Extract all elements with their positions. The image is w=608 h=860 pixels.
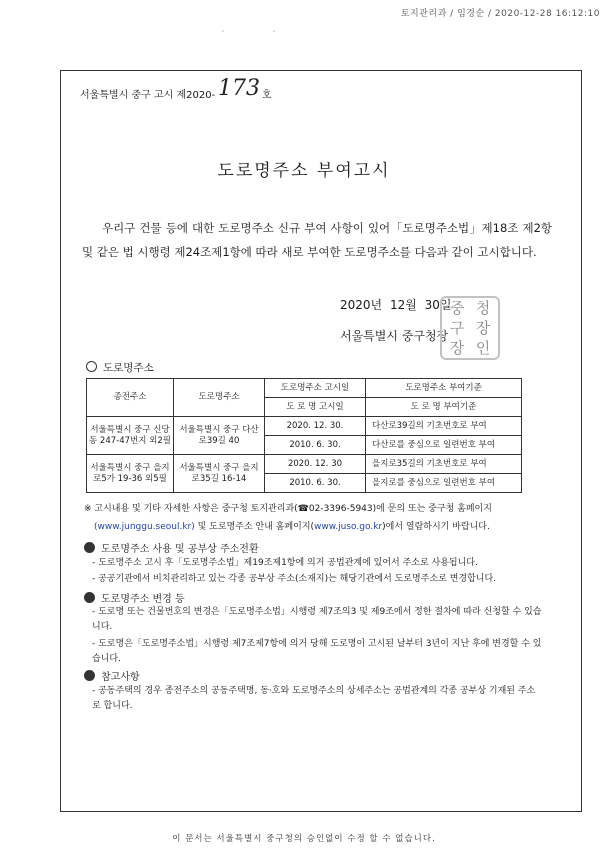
road-address-table xyxy=(86,378,522,493)
header-notice-date: 도로명주소 고시일 xyxy=(265,379,366,398)
filled-circle-bullet-icon xyxy=(84,670,95,681)
list-item: - 공동주택의 경우 종전주소의 공동주택명, 동·호와 도로명주소의 상세주소는 공법관계의 각종 공부상 기재된 주소로 합니다. xyxy=(92,686,536,711)
official-seal: 중 청 구 장 장 인 xyxy=(440,296,500,360)
list-item: - 도로명주소 고시 후「도로명주소법」제19조제1항에 의거 공법관계에 있어서 주소로 사용됩니다. xyxy=(92,558,478,568)
list-item: - 도로명 또는 건물번호의 변경은「도로명주소법」시행령 제7조의3 및 제9조에서 정한 절차에 따라 신청할 수 있습니다. xyxy=(92,607,542,632)
cell-basis: 다산로를 중심으로 일련번호 부여 xyxy=(366,436,522,455)
junggu-homepage-link[interactable]: (www.junggu.seoul.kr) xyxy=(94,522,195,532)
list-item: - 공공기관에서 비치관리하고 있는 각종 공부상 주소(소재지)는 해당기관에서 도로명주소로 변경합니다. xyxy=(92,574,497,584)
cell-old-address: 서울특별시 중구 신당동 247-47번지 외2필 xyxy=(87,417,174,455)
cell-basis: 을지로35길의 기초번호로 부여 xyxy=(366,455,522,474)
section-road-address: 도로명주소 xyxy=(86,360,154,375)
section-address-usage: 도로명주소 사용 및 공부상 주소전환 xyxy=(84,540,259,555)
cell-date: 2020. 12. 30 xyxy=(265,455,366,474)
inquiry-note: ※ 고시내용 및 기타 자세한 사항은 중구청 토지관리과(☎02-3396-5943)에 문의 또는 중구청 홈페이지 (www.junggu.seoul.kr) 및 도로명주소 안내 홈페이지(www.juso.go.kr)에서 열람하시기 바랍니다. xyxy=(84,504,492,532)
cell-date: 2010. 6. 30. xyxy=(265,474,366,493)
notice-date: 2020년 12월 30일 xyxy=(340,298,452,312)
header-old-address: 종전주소 xyxy=(87,379,174,417)
cell-date: 2020. 12. 30. xyxy=(265,417,366,436)
circle-bullet-icon xyxy=(86,361,97,372)
table-row xyxy=(87,417,522,436)
subheader-date: 도 로 명 고시일 xyxy=(265,398,366,417)
filled-circle-bullet-icon xyxy=(84,592,95,603)
intro-paragraph: 우리구 건물 등에 대한 도로명주소 신규 부여 사항이 있어「도로명주소법」제18조 제2항 및 같은 법 시행령 제24조제1항에 따라 새로 부여한 도로명주소를 다음과 같이 고시합니다. xyxy=(82,221,552,259)
subheader-basis: 도 로 명 부여기준 xyxy=(366,398,522,417)
notice-number-prefix: 서울특별시 중구 고시 제2020- xyxy=(80,90,216,101)
document-timestamp: 토지관리과 / 임경순 / 2020-12-28 16:12:10 xyxy=(400,9,600,19)
cell-basis: 다산로39길의 기초번호로 부여 xyxy=(366,417,522,436)
list-item: - 도로명은「도로명주소법」시행령 제7조제7항에 의거 당해 도로명이 고시된 날부터 3년이 지난 후에 변경할 수 있습니다. xyxy=(92,639,542,664)
section-address-change: 도로명주소 변경 등 xyxy=(84,590,185,605)
document-title: 도로명주소 부여고시 xyxy=(217,161,391,181)
notice-number-suffix: 호 xyxy=(262,90,272,101)
table-row xyxy=(87,455,522,474)
signer: 서울특별시 중구청장 xyxy=(340,329,449,343)
juso-homepage-link[interactable]: www.juso.go.kr xyxy=(314,522,383,532)
header-basis: 도로명주소 부여기준 xyxy=(366,379,522,398)
scan-mark: ′ xyxy=(273,30,276,40)
notice-number-handwritten: 173 xyxy=(218,76,260,101)
scan-mark: ′ xyxy=(222,30,225,40)
cell-old-address: 서울특별시 중구 을지로5가 19-36 외5필 xyxy=(87,455,174,493)
section-reference: 참고사항 xyxy=(84,668,140,683)
cell-basis: 을지로를 중심으로 일련번호 부여 xyxy=(366,474,522,493)
header-new-address: 도로명주소 xyxy=(174,379,265,417)
cell-date: 2010. 6. 30. xyxy=(265,436,366,455)
filled-circle-bullet-icon xyxy=(84,542,95,553)
cell-new-address: 서울특별시 중구 을지로35길 16-14 xyxy=(174,455,265,493)
footer-disclaimer: 이 문서는 서울특별시 중구청의 승인없이 수정 할 수 없습니다. xyxy=(172,834,436,844)
cell-new-address: 서울특별시 중구 다산로39길 40 xyxy=(174,417,265,455)
